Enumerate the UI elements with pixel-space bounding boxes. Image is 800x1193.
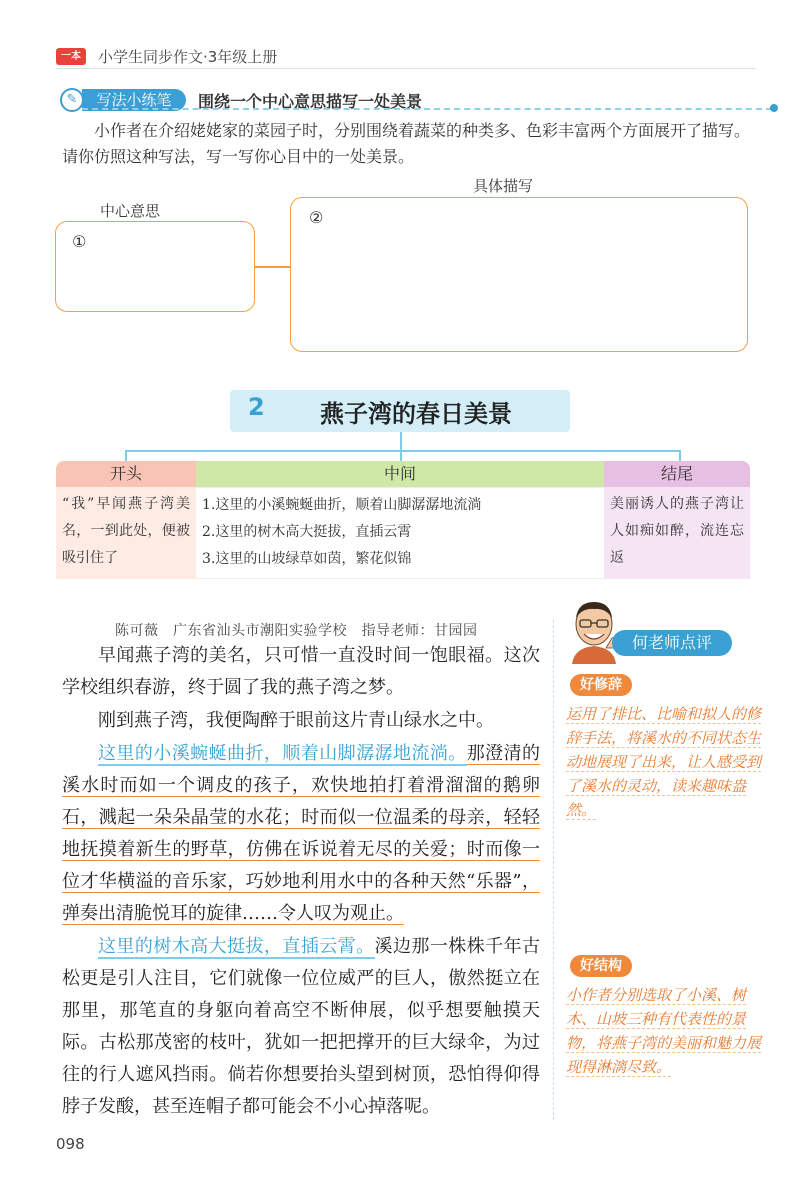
practice-topic: 围绕一个中心意思描写一处美景 <box>198 92 423 111</box>
essay-paragraph <box>62 931 540 1123</box>
section-title: 燕子湾的春日美景 <box>320 399 512 428</box>
detail-box[interactable] <box>290 197 748 352</box>
structure-note-text: 小作者分别选取了小溪、树木、山坡三种有代表性的景物，将燕子湾的美丽和魅力展现得淋漓尽致。 <box>566 986 762 1076</box>
topic-sentence: 这里的小溪蜿蜒曲折，顺着山脚潺潺地流淌。 <box>98 743 467 764</box>
essay-paragraph <box>62 738 540 930</box>
divider-dot <box>770 104 778 112</box>
structure-begin-head: 开头 <box>56 461 196 487</box>
sidebar-divider <box>553 620 554 1120</box>
structure-begin-text: “我”早闻燕子湾美名，一到此处，便被吸引住了 <box>62 496 190 566</box>
rhetoric-note <box>566 702 766 822</box>
practice-tab-label: 写法小练笔 <box>82 89 186 111</box>
structure-badge: 好结构 <box>570 955 632 977</box>
structure-note <box>566 983 766 1079</box>
essay-paragraph: 刚到燕子湾，我便陶醉于眼前这片青山绿水之中。 <box>98 710 494 731</box>
structure-end-head: 结尾 <box>604 461 750 487</box>
book-title: 小学生同步作文·3年级上册 <box>98 48 278 66</box>
page-number: 098 <box>56 1135 85 1153</box>
rhetoric-badge: 好修辞 <box>570 674 632 696</box>
structure-end-text: 美丽诱人的燕子湾让人如痴如醉，流连忘返 <box>610 496 744 566</box>
essay-body <box>62 640 540 1124</box>
structure-begin-body <box>56 487 196 579</box>
structure-middle-head: 中间 <box>196 461 604 487</box>
passage: 溪边那一株株千年古松更是引人注目，它们就像一位位威严的巨人，傲然挺立在那里，那笔直的身躯向着高空不断伸展，似乎想要触摸天际。古松那茂密的枝叶，犹如一把把撑开的巨大绿伞，为过往的行人遮风挡雨。倘若你想要抬头望到树顶，恐怕得仰得脖子发酸，甚至连帽子都可能会不小心掉落呢。 <box>62 936 541 1117</box>
section-number: 2 <box>248 393 265 421</box>
header-divider <box>56 68 756 69</box>
label-center: 中心意思 <box>100 202 161 220</box>
structure-middle-item: 2.这里的树木高大挺拔，直插云霄 <box>202 524 412 540</box>
teacher-comment-tag: 何老师点评 <box>612 630 732 656</box>
tree-bar <box>125 450 680 452</box>
structure-end-body <box>604 487 750 579</box>
structure-middle-item: 3.这里的山坡绿草如茵，繁花似锦 <box>202 551 412 567</box>
label-detail: 具体描写 <box>473 177 534 195</box>
topic-sentence: 这里的树木高大挺拔，直插云霄。 <box>98 936 375 957</box>
pen-icon: ✎ <box>60 88 84 112</box>
author-line: 陈可薇 广东省汕头市潮阳实验学校 指导老师：甘园园 <box>115 623 478 639</box>
teacher-avatar-icon <box>566 598 622 664</box>
marker-1: ① <box>72 232 87 251</box>
structure-middle-body <box>196 487 604 579</box>
marker-2: ② <box>309 208 324 227</box>
structure-middle-item: 1.这里的小溪蜿蜒曲折，顺着山脚潺潺地流淌 <box>202 497 482 513</box>
tree-stem <box>400 432 402 450</box>
highlighted-passage: 那澄清的溪水时而如一个调皮的孩子，欢快地拍打着滑溜溜的鹅卵石，溅起一朵朵晶莹的水花；时而似一位温柔的母亲，轻轻地抚摸着新生的野草，仿佛在诉说着无尽的关爱；时而像一位才华横溢的音乐家，巧妙地利用水中的各种天然“乐器”，弹奏出清脆悦耳的旋律……令人叹为观止。 <box>62 743 541 924</box>
practice-divider <box>82 108 772 110</box>
box-connector <box>255 266 291 268</box>
rhetoric-note-text: 运用了排比、比喻和拟人的修辞手法，将溪水的不同状态生动地展现了出来，让人感受到了溪水的灵动，读来趣味盎然。 <box>566 705 762 819</box>
book-badge: 一本 <box>56 48 86 65</box>
practice-instruction: 小作者在介绍姥姥家的菜园子时，分别围绕着蔬菜的种类多、色彩丰富两个方面展开了描写。请你仿照这种写法，写一写你心目中的一处美景。 <box>62 121 751 166</box>
essay-paragraph: 早闻燕子湾的美名，只可惜一直没时间一饱眼福。这次学校组织春游，终于圆了我的燕子湾之梦。 <box>62 645 540 698</box>
